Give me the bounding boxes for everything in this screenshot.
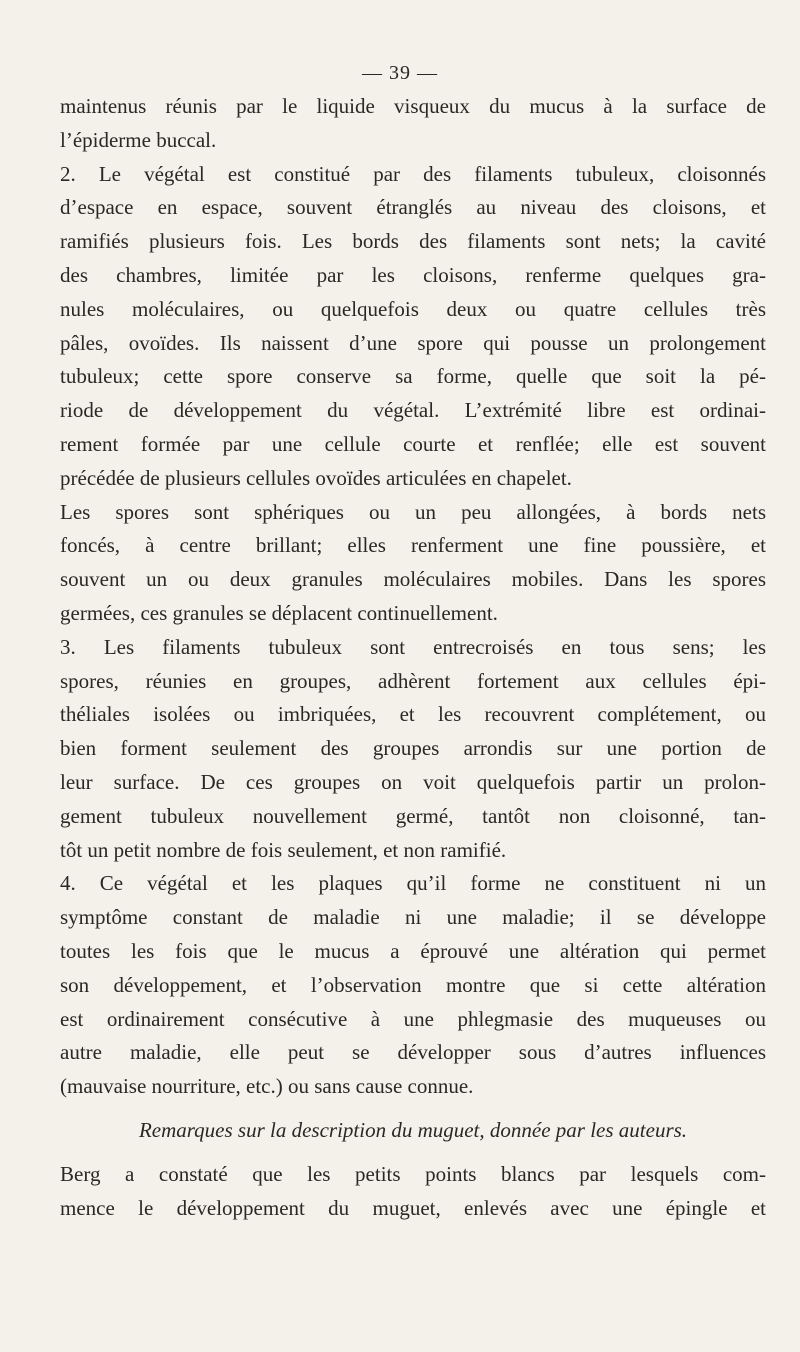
text-line: bien forment seulement des groupes arrondis sur une portion de — [60, 736, 766, 761]
text-line: tubuleux; cette spore conserve sa forme, quelle que soit la pé- — [60, 364, 766, 389]
text-line: gement tubuleux nouvellement germé, tantôt non cloisonné, tan- — [60, 803, 766, 828]
text-line: (mauvaise nourriture, etc.) ou sans cause connue. — [60, 1074, 474, 1099]
text-line: ramifiés plusieurs fois. Les bords des filaments sont nets; la cavité — [60, 229, 766, 254]
text-line: souvent un ou deux granules moléculaires mobiles. Dans les spores — [60, 567, 766, 592]
text-line: pâles, ovoïdes. Ils naissent d’une spore qui pousse un prolongement — [60, 330, 766, 355]
page-number: — 39 — — [362, 62, 438, 84]
text-line: maintenus réunis par le liquide visqueux du mucus à la surface de — [60, 94, 766, 118]
text-line: l’épiderme buccal. — [60, 127, 217, 152]
text-line: Les spores sont sphériques ou un peu allongées, à bords nets — [60, 499, 766, 524]
text-line: 4. Ce végétal et les plaques qu’il forme ne constituent ni un — [60, 871, 766, 896]
text-line: foncés, à centre brillant; elles renferment une fine poussière, et — [60, 533, 766, 558]
text-line: rement formée par une cellule courte et renflée; elle est souvent — [60, 431, 766, 456]
text-line: spores, réunies en groupes, adhèrent fortement aux cellules épi- — [60, 668, 766, 693]
section-heading: Remarques sur la description du muguet, donnée par les auteurs. — [138, 1117, 688, 1142]
text-line: des chambres, limitée par les cloisons, renferme quelques gra- — [60, 262, 766, 287]
text-line: est ordinairement consécutive à une phlegmasie des muqueuses ou — [60, 1006, 766, 1031]
text-line: germées, ces granules se déplacent continuellement. — [60, 600, 498, 625]
text-line: riode de développement du végétal. L’extrémité libre est ordinai- — [60, 398, 766, 423]
text-line: autre maladie, elle peut se développer sous d’autres influences — [60, 1040, 766, 1065]
text-line: nules moléculaires, ou quelquefois deux ou quatre cellules très — [60, 296, 766, 321]
body-text — [60, 90, 766, 1225]
text-line: précédée de plusieurs cellules ovoïdes articulées en chapelet. — [60, 465, 572, 490]
text-line: théliales isolées ou imbriquées, et les recouvrent complétement, ou — [60, 702, 766, 727]
text-line: toutes les fois que le mucus a éprouvé une altération qui permet — [60, 938, 766, 963]
text-line: 2. Le végétal est constitué par des filaments tubuleux, cloisonnés — [60, 161, 766, 186]
text-line: tôt un petit nombre de fois seulement, et non ramifié. — [60, 837, 507, 862]
text-line: Berg a constaté que les petits points blancs par lesquels com- — [60, 1161, 766, 1186]
text-line: mence le développement du muguet, enlevés avec une épingle et — [60, 1195, 766, 1220]
text-line: d’espace en espace, souvent étranglés au niveau des cloisons, et — [60, 195, 766, 220]
text-line: 3. Les filaments tubuleux sont entrecroisés en tous sens; les — [60, 634, 766, 659]
text-line: son développement, et l’observation montre que si cette altération — [60, 972, 766, 997]
text-line: leur surface. De ces groupes on voit quelquefois partir un prolon- — [60, 769, 766, 794]
text-line: symptôme constant de maladie ni une maladie; il se développe — [60, 905, 766, 930]
